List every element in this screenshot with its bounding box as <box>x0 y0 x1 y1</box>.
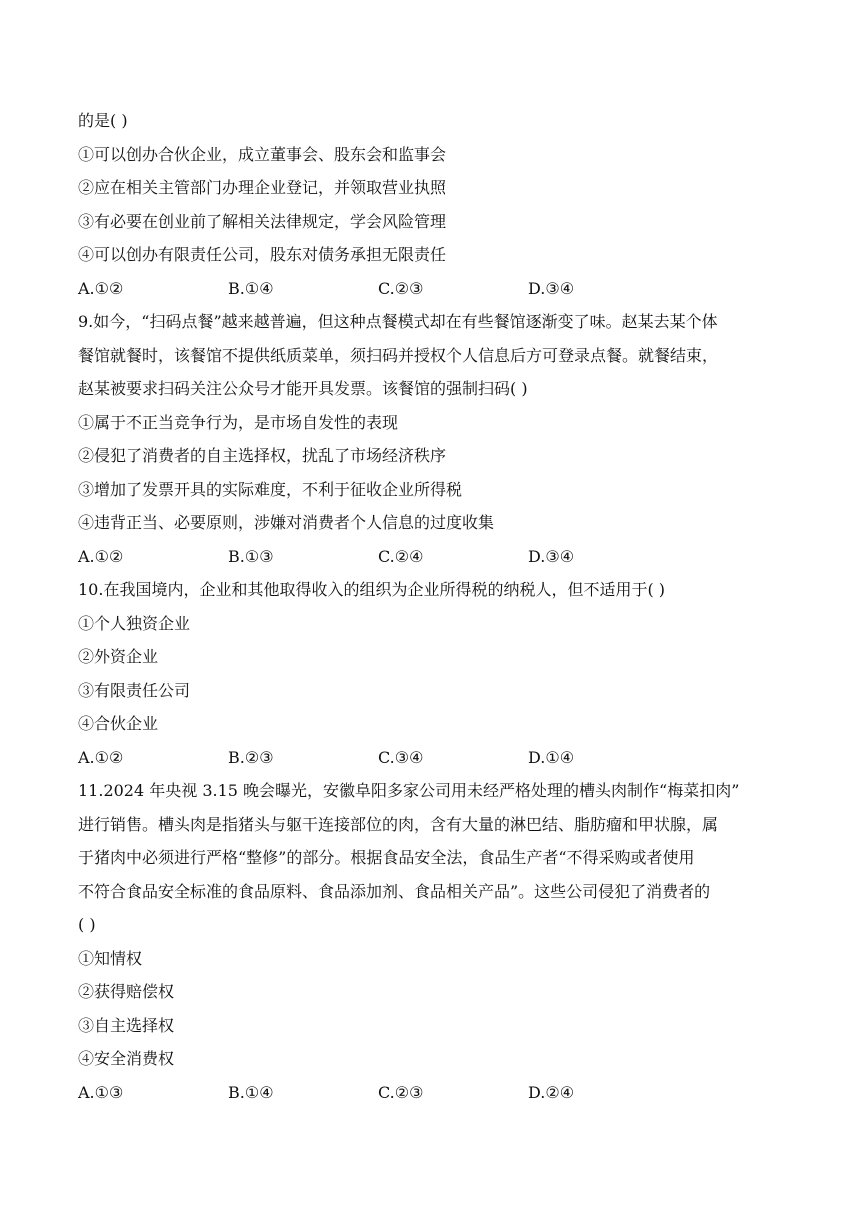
question-8-options <box>78 272 788 306</box>
question-9-item-2: ②侵犯了消费者的自主选择权，扰乱了市场经济秩序 <box>78 446 447 465</box>
question-10-option-a: A.①② <box>78 747 124 767</box>
question-9-option-c: C.②④ <box>378 546 424 566</box>
question-8-item-3: ③有必要在创业前了解相关法律规定，学会风险管理 <box>78 211 447 231</box>
question-10-item-2: ②外资企业 <box>78 647 159 666</box>
question-9-item-4: ④违背正当、必要原则，涉嫌对消费者个人信息的过度收集 <box>78 513 495 532</box>
question-11-option-a: A.①③ <box>78 1082 124 1102</box>
question-11-stem-line-2: 进行销售。槽头肉是指猪头与躯干连接部位的肉，含有大量的淋巴结、脂肪瘤和甲状腺，属 <box>78 814 719 834</box>
question-9-option-a: A.①② <box>78 546 124 566</box>
question-11-item-4: ④安全消费权 <box>78 1049 175 1068</box>
question-8-option-c: C.②③ <box>378 278 424 298</box>
question-10-option-b: B.②③ <box>228 747 274 767</box>
question-11-stem-line-5: ( ) <box>78 915 96 934</box>
question-11-option-c: C.②③ <box>378 1082 424 1102</box>
question-11-item-1: ①知情权 <box>78 948 143 968</box>
question-9-option-d: D.③④ <box>528 546 575 566</box>
question-8-option-a: A.①② <box>78 278 124 298</box>
question-10-options <box>78 741 788 775</box>
question-9-item-1: ①属于不正当竞争行为，是市场自发性的表现 <box>78 412 399 432</box>
question-8-item-4: ④可以创办有限责任公司，股东对债务承担无限责任 <box>78 245 447 264</box>
question-9-stem-line-1: 9.如今，“扫码点餐”越来越普遍，但这种点餐模式却在有些餐馆逐渐变了味。赵某去某个体 <box>78 312 718 331</box>
question-9-item-3: ③增加了发票开具的实际难度，不利于征收企业所得税 <box>78 479 463 499</box>
question-8-stem-tail: 的是( ) <box>78 111 128 130</box>
question-10-option-c: C.③④ <box>378 747 424 767</box>
question-11-stem-line-3: 于猪肉中必须进行严格“整修”的部分。根据食品安全法，食品生产者“不得采购或者使用 <box>78 848 695 867</box>
question-9 <box>78 305 788 573</box>
question-10-item-3: ③有限责任公司 <box>78 680 191 700</box>
question-8-item-2: ②应在相关主管部门办理企业登记，并领取营业执照 <box>78 178 447 197</box>
question-8-option-b: B.①④ <box>228 278 274 298</box>
question-8-option-d: D.③④ <box>528 278 575 298</box>
question-11-options <box>78 1076 788 1110</box>
question-11 <box>78 774 788 1109</box>
question-10-item-1: ①个人独资企业 <box>78 613 191 633</box>
question-9-stem-line-2: 餐馆就餐时，该餐馆不提供纸质菜单，须扫码并授权个人信息后方可登录点餐。就餐结束， <box>78 345 719 365</box>
question-9-options <box>78 540 788 574</box>
question-10 <box>78 573 788 774</box>
question-11-stem-line-4: 不符合食品安全标准的食品原料、食品添加剂、食品相关产品”。这些公司侵犯了消费者的 <box>78 881 711 901</box>
question-8-item-1: ①可以创办合伙企业，成立董事会、股东会和监事会 <box>78 144 447 164</box>
question-9-stem-line-3: 赵某被要求扫码关注公众号才能开具发票。该餐馆的强制扫码( ) <box>78 379 528 398</box>
question-10-stem-line-1: 10.在我国境内，企业和其他取得收入的组织为企业所得税的纳税人，但不适用于( ) <box>78 580 666 599</box>
question-10-option-d: D.①④ <box>528 747 575 767</box>
question-10-item-4: ④合伙企业 <box>78 714 159 733</box>
question-11-item-2: ②获得赔偿权 <box>78 982 175 1001</box>
question-8 <box>78 104 788 305</box>
question-11-option-d: D.②④ <box>528 1082 575 1102</box>
question-11-item-3: ③自主选择权 <box>78 1015 175 1035</box>
exam-page <box>78 104 788 1109</box>
question-11-stem-line-1: 11.2024 年央视 3.15 晚会曝光，安徽阜阳多家公司用未经严格处理的槽头肉制作“梅菜扣肉” <box>78 781 740 800</box>
question-11-option-b: B.①④ <box>228 1082 274 1102</box>
question-9-option-b: B.①③ <box>228 546 274 566</box>
